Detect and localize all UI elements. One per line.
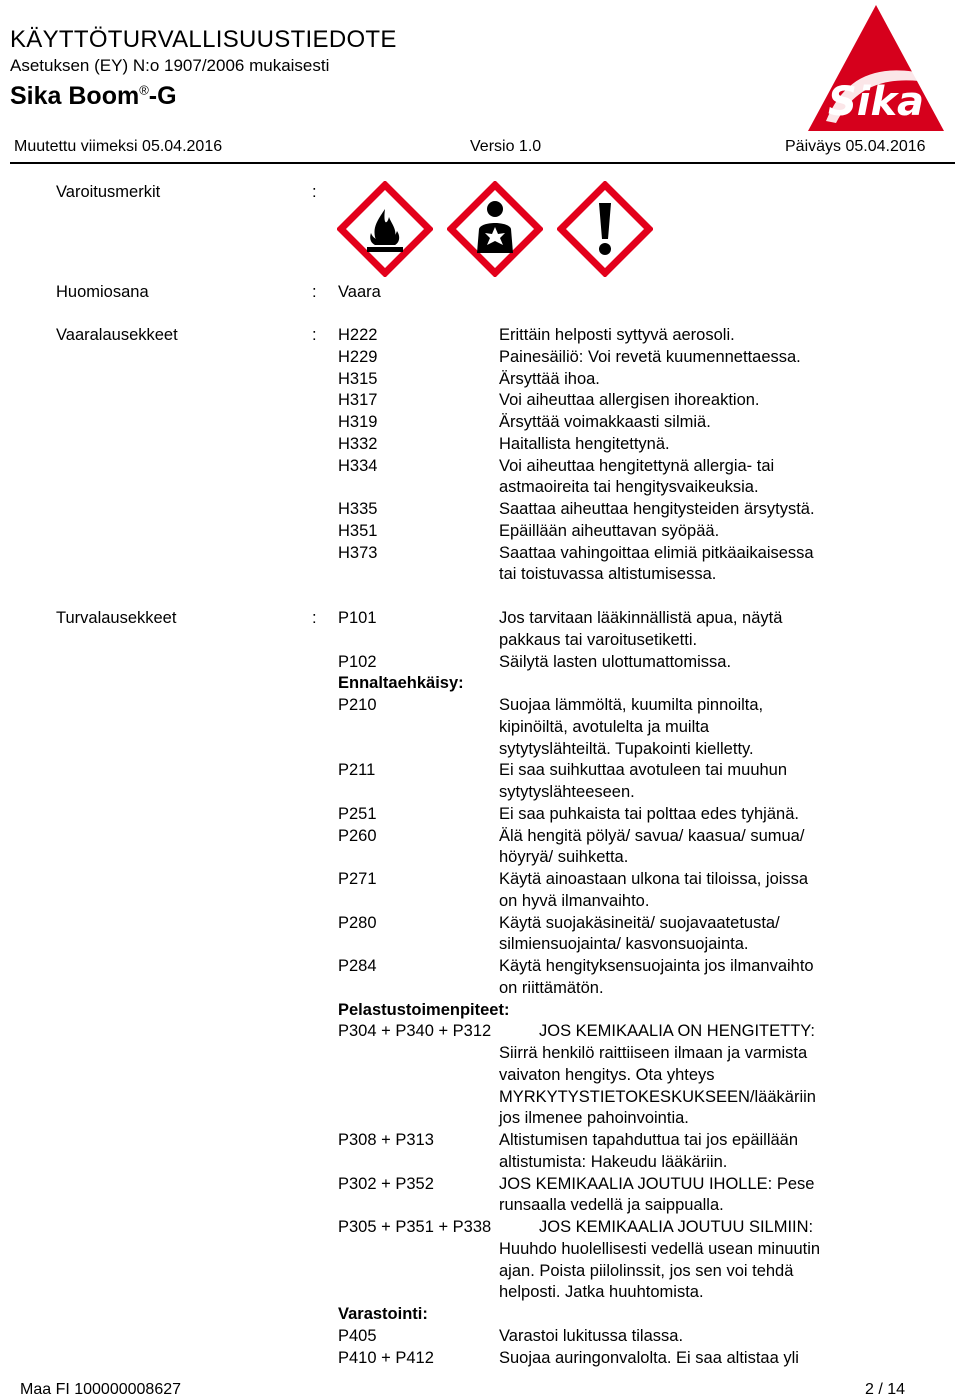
product-name-text: Sika Boom — [10, 82, 140, 110]
statement-text: Suojaa auringonvalolta. Ei saa altistaa yli — [499, 1348, 799, 1367]
logo-text: Sika — [827, 79, 925, 125]
pictograms-label: Varoitusmerkit — [56, 183, 161, 201]
modified-date: Muutettu viimeksi 05.04.2016 — [14, 138, 223, 155]
sika-logo — [806, 3, 946, 133]
statement-code: P260 — [338, 826, 377, 845]
page-number: 2 / 14 — [864, 1381, 905, 1398]
statement-text: ajan. Poista piilolinssit, jos sen voi tehdä — [499, 1261, 794, 1280]
product-name — [10, 82, 177, 111]
statement-code: H319 — [338, 413, 378, 431]
statement-text: MYRKYTYSTIETOKESKUKSEEN/lääkäriin — [499, 1087, 816, 1106]
statement-text: Voi aiheuttaa hengitettynä allergia- tai — [499, 456, 775, 475]
header-divider — [10, 162, 955, 164]
statement-text: Erittäin helposti syttyvä aerosoli. — [499, 326, 735, 344]
statement-text: Saattaa aiheuttaa hengitysteiden ärsytystä. — [499, 500, 815, 518]
statement-code: P101 — [338, 609, 377, 627]
version: Versio 1.0 — [470, 138, 542, 155]
statement-code: P308 + P313 — [338, 1131, 434, 1149]
hazard-statements-colon: : — [312, 326, 317, 344]
statement-text: altistumista: Hakeudu lääkäriin. — [499, 1152, 728, 1171]
statement-text: Painesäiliö: Voi revetä kuumennettaessa. — [499, 347, 801, 366]
statement-text: Jos tarvitaan lääkinnällistä apua, näytä — [499, 609, 783, 627]
statement-text: tai toistuvassa altistumisessa. — [499, 565, 717, 584]
signal-word-label: Huomiosana — [56, 283, 149, 301]
statement-code: H317 — [338, 391, 378, 410]
statement-code: H315 — [338, 369, 378, 388]
statement-text: sytytyslähteiltä. Tupakointi kielletty. — [499, 739, 754, 758]
statement-text: sytytyslähteeseen. — [499, 783, 635, 801]
statement-text: Ei saa puhkaista tai polttaa edes tyhjänä. — [499, 804, 799, 823]
statement-code: P211 — [338, 761, 376, 780]
statement-code: P271 — [338, 870, 377, 888]
statement-text: kipinöiltä, avotulelta ja muilta — [499, 717, 710, 736]
statement-text: vaivaton hengitys. Ota yhteys — [499, 1065, 715, 1084]
statement-text: Siirrä henkilö raittiiseen ilmaan ja varmista — [499, 1044, 808, 1062]
statement-text: Käytä hengityksensuojainta jos ilmanvaihto — [499, 957, 814, 975]
statement-text: Varastoi lukitussa tilassa. — [499, 1326, 684, 1345]
statement-code: H373 — [338, 543, 378, 562]
statement-code: H335 — [338, 500, 378, 518]
statement-text: runsaalla vedellä ja saippualla. — [499, 1196, 724, 1215]
statement-text: Käytä suojakäsineitä/ suojavaatetusta/ — [499, 913, 780, 932]
issue-date: Päiväys 05.04.2016 — [785, 138, 926, 155]
statement-text: JOS KEMIKAALIA ON HENGITETTY: — [539, 1022, 815, 1041]
statement-text: höyryä/ suihketta. — [499, 848, 629, 867]
statement-text: Ärsyttää ihoa. — [499, 369, 600, 388]
statement-text: Huuhdo huolellisesti vedellä usean minuutin — [499, 1239, 821, 1258]
revision-info — [14, 138, 954, 160]
statement-code: H332 — [338, 434, 378, 453]
statement-code: H229 — [338, 347, 378, 366]
registered-mark: ® — [139, 82, 149, 98]
statement-code: P102 — [338, 652, 377, 671]
exclamation-icon — [557, 181, 653, 277]
flame-icon — [337, 181, 433, 277]
statement-text: Epäillään aiheuttavan syöpää. — [499, 521, 720, 540]
statement-text: Voi aiheuttaa allergisen ihoreaktion. — [499, 391, 760, 410]
statement-text: JOS KEMIKAALIA JOUTUU IHOLLE: Pese — [499, 1174, 815, 1193]
statement-text: pakkaus tai varoitusetiketti. — [499, 630, 698, 649]
footer-country-id: Maa FI 100000008627 — [20, 1381, 182, 1398]
statement-text: Haitallista hengitettynä. — [499, 434, 670, 453]
statement-text: on hyvä ilmanvaihto. — [499, 891, 650, 910]
regulation-subtitle: Asetuksen (EY) N:o 1907/2006 mukaisesti — [10, 56, 330, 75]
statement-text: Älä hengitä pölyä/ savua/ kaasua/ sumua/ — [499, 826, 805, 845]
statement-text: on riittämätön. — [499, 978, 604, 997]
statement-text: astmaoireita tai hengitysvaikeuksia. — [499, 478, 759, 497]
statement-text: Saattaa vahingoittaa elimiä pitkäaikaisessa — [499, 543, 814, 562]
statement-code: P210 — [338, 696, 377, 714]
statement-code: P410 + P412 — [338, 1348, 434, 1367]
precautionary-statements-colon: : — [312, 609, 317, 627]
prevention-heading: Ennaltaehkäisy: — [338, 674, 464, 693]
pictograms-colon: : — [312, 183, 317, 201]
statement-text: jos ilmenee pahoinvointia. — [499, 1109, 689, 1128]
health-hazard-icon — [447, 181, 543, 277]
storage-heading: Varastointi: — [338, 1305, 428, 1323]
product-name-suffix: -G — [148, 82, 177, 110]
statement-code: H351 — [338, 521, 378, 540]
statement-text: JOS KEMIKAALIA JOUTUU SILMIIN: — [539, 1218, 814, 1236]
signal-word-value: Vaara — [338, 283, 381, 301]
statement-code: P280 — [338, 913, 377, 932]
statement-text: silmiensuojainta/ kasvonsuojainta. — [499, 935, 749, 954]
statement-code: P405 — [338, 1326, 377, 1345]
statement-code: P305 + P351 + P338 — [338, 1218, 492, 1236]
statement-text: helposti. Jatka huuhtomista. — [499, 1283, 704, 1302]
statement-code: P251 — [338, 804, 377, 823]
statement-text: Säilytä lasten ulottumattomissa. — [499, 652, 732, 671]
statement-text: Altistumisen tapahduttua tai jos epäillään — [499, 1131, 799, 1149]
statement-text: Käytä ainoastaan ulkona tai tiloissa, joissa — [499, 870, 809, 888]
statement-text: Suojaa lämmöltä, kuumilta pinnoilta, — [499, 696, 764, 714]
statement-code: H222 — [338, 326, 378, 344]
signal-word-colon: : — [312, 283, 317, 301]
precautionary-statements-label: Turvalausekkeet — [56, 609, 177, 627]
response-heading: Pelastustoimenpiteet: — [338, 1000, 510, 1019]
statement-text: Ei saa suihkuttaa avotuleen tai muuhun — [499, 761, 788, 780]
statement-code: H334 — [338, 456, 378, 475]
statement-text: Ärsyttää voimakkaasti silmiä. — [499, 413, 711, 431]
statement-code: P284 — [338, 957, 377, 975]
statement-code: P302 + P352 — [338, 1174, 434, 1193]
hazard-statements-label: Vaaralausekkeet — [56, 326, 178, 344]
document-title: KÄYTTÖTURVALLISUUSTIEDOTE — [10, 26, 397, 53]
statement-code: P304 + P340 + P312 — [338, 1022, 492, 1041]
